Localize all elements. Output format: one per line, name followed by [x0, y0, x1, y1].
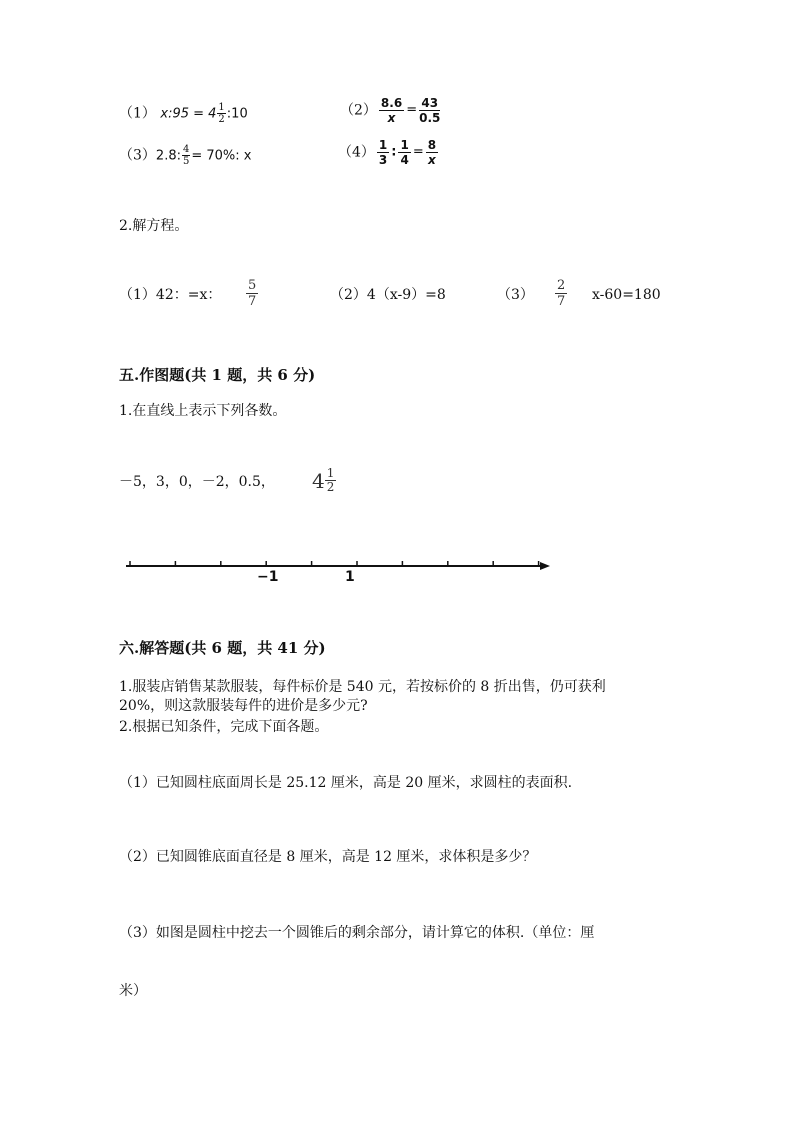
question-2-heading: 2.解方程。 — [119, 218, 189, 234]
sub-question-3-line2: 米） — [119, 983, 147, 999]
equals-sign: = — [412, 144, 424, 160]
sub-question-1: （1）已知圆柱底面周长是 25.12 厘米，高是 20 厘米，求圆柱的表面积. — [119, 775, 573, 791]
colon: : — [391, 144, 397, 160]
number-line — [120, 552, 560, 592]
ratio-problem-4 — [338, 138, 440, 167]
number-list: －5，3，0，－2，0.5， — [119, 474, 275, 490]
equation-right: = 70%: x — [191, 148, 252, 164]
sub-question-2: （2）已知圆锥底面直径是 8 厘米，高是 12 厘米，求体积是多少？ — [119, 849, 537, 865]
section-6-question-1-line2: 20%，则这款服装每件的进价是多少元? — [119, 698, 368, 714]
fraction: $\frac{4}{5}$ — [182, 144, 190, 167]
section-5-question-1: 1.在直线上表示下列各数。 — [119, 403, 287, 419]
equation-3-fraction: $\frac{2}{7}$ — [557, 278, 566, 309]
fraction: $\frac{43}{0.5}$ — [419, 96, 441, 125]
ratio-problem-1 — [119, 102, 248, 125]
section-6-question-2: 2.根据已知条件，完成下面各题。 — [119, 719, 329, 735]
equation-1: （1）42：=x： — [119, 287, 222, 303]
equation-right: :10 — [226, 106, 248, 122]
sub-question-3-line1: （3）如图是圆柱中挖去一个圆锥后的剩余部分，请计算它的体积.（单位：厘 — [119, 925, 595, 941]
equation-left: x:95 = 4 — [160, 106, 217, 122]
section-6-title: 六.解答题(共 6 题，共 41 分) — [119, 639, 326, 657]
problem-label: （3） — [119, 147, 156, 164]
mixed-fraction: $\frac{1}{2}$ — [218, 102, 225, 125]
equation-1-fraction: $\frac{5}{7}$ — [248, 278, 257, 309]
equation-2: （2）4（x-9）=8 — [330, 287, 446, 303]
problem-label: （1） — [119, 105, 156, 122]
axis-label-neg-one: −1 — [257, 569, 279, 585]
equation-left: 2.8: — [155, 148, 181, 164]
problem-label: （4） — [338, 144, 375, 161]
ratio-problem-2 — [340, 96, 442, 125]
ratio-problem-3 — [119, 144, 251, 167]
fraction: $\frac{8.6}{x}$ — [380, 96, 403, 125]
fraction: $\frac{1}{4}$ — [400, 138, 409, 167]
section-6-question-1-line1: 1.服装店销售某款服装，每件标价是 540 元，若按标价的 8 折出售，仍可获利 — [119, 679, 606, 695]
section-5-title: 五.作图题(共 1 题，共 6 分) — [119, 366, 316, 384]
equation-3-label: （3） — [497, 287, 534, 303]
mixed-number: 4 $\frac{1}{2}$ — [312, 466, 335, 494]
axis-label-one: 1 — [345, 569, 355, 585]
equation-3-tail: x-60=180 — [592, 287, 661, 303]
number-line-arrow — [540, 562, 550, 570]
problem-label: （2） — [340, 102, 377, 119]
fraction: $\frac{8}{x}$ — [427, 138, 437, 167]
equals-sign: = — [406, 102, 418, 118]
fraction: $\frac{1}{3}$ — [378, 138, 388, 167]
